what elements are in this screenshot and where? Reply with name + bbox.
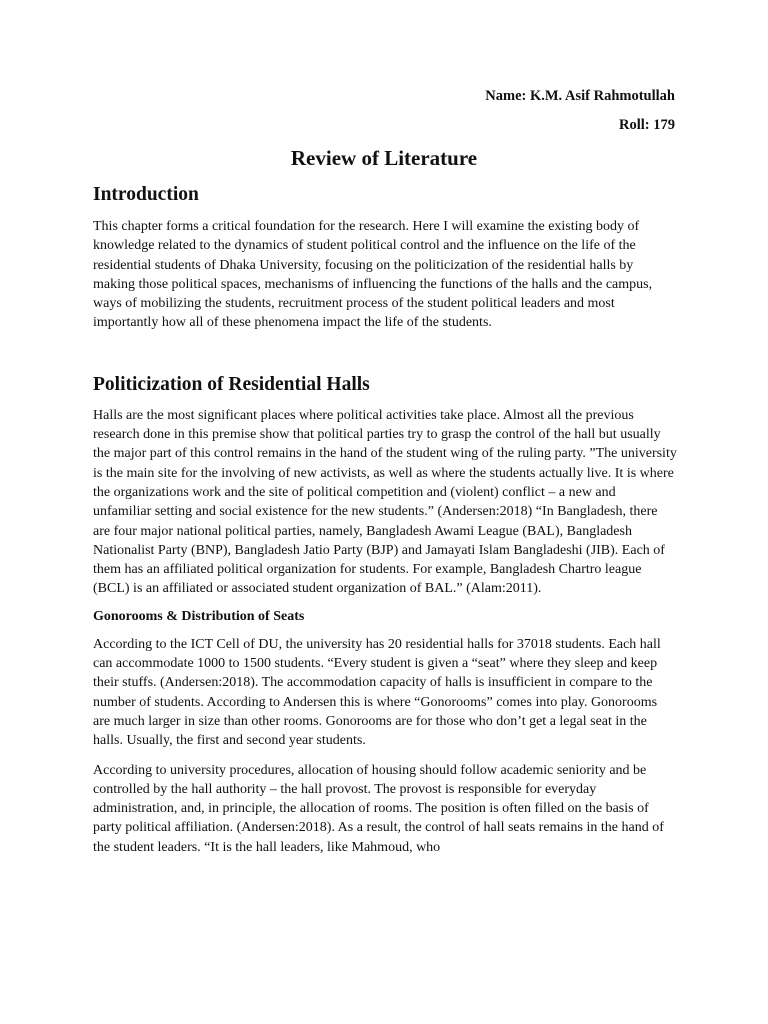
- gonorooms-paragraph-2: According to university procedures, allocation of housing should follow academic seniority and be controlled by the hall authority – the hall provost. The provost is responsible for everyday administration, and, in principle, the allocation of rooms. The position is often filled on the basis of party political affiliation. (Andersen:2018). As a result, the control of hall seats remains in the hand of the student leaders. “It is the hall leaders, like Mahmoud, who: [93, 762, 664, 855]
- section-heading-politicization: Politicization of Residential Halls: [93, 373, 370, 395]
- section-heading-introduction: Introduction: [93, 184, 199, 205]
- subsection-heading-gonorooms: Gonorooms & Distribution of Seats: [93, 608, 305, 624]
- politicization-paragraph: Halls are the most significant places where political activities take place. Almost all the previous research done in this premise show that political parties try to grasp the control of the hall but usually the major part of this control remains in the hand of the student wing of the ruling party. ”The university is the main site for the involving of new activists, as well as where the students actually live. It is where the organizations work and the site of political competition and (violent) conflict – a new and unfamiliar setting and social existence for the new students.” (Andersen:2018) “In Bangladesh, there are four major national political parties, namely, Bangladesh Awami League (BAL), Bangladesh Nationalist Party (BNP), Bangladesh Jatio Party (BJP) and Jamayati Islam Bangladeshi (JIB). Each of them has an affiliated political organization for students. For example, Bangladesh Chartro league (BCL) is an affiliated or associated student organization of BAL.” (Alam:2011).: [93, 407, 677, 597]
- document-body: [93, 183, 677, 857]
- page-title: Review of Literature: [290, 146, 478, 170]
- introduction-paragraph: This chapter forms a critical foundation for the research. Here I will examine the existing body of knowledge related to the dynamics of student political control and the influence on the life of the residential students of Dhaka University, focusing on the politicization of the residential halls by making those political spaces, mechanisms of influencing the functions of the halls and the campus, ways of mobilizing the students, recruitment process of the student political leaders and most importantly how all of these phenomena impact the life of the students.: [93, 219, 653, 331]
- author-name: Name: K.M. Asif Rahmotullah: [485, 88, 675, 104]
- gonorooms-paragraph-1: According to the ICT Cell of DU, the university has 20 residential halls for 37018 students. Each hall can accommodate 1000 to 1500 students. “Every student is given a “seat” where they sleep and keep their stuffs. (Andersen:2018). The accommodation capacity of halls is insufficient in compare to the number of students. According to Andersen this is where “Gonorooms” comes into play. Gonorooms are much larger in size than other rooms. Gonorooms are for those who don’t get a legal seat in the halls. Usually, the first and second year students.: [93, 636, 661, 749]
- roll-number: Roll: 179: [619, 117, 675, 133]
